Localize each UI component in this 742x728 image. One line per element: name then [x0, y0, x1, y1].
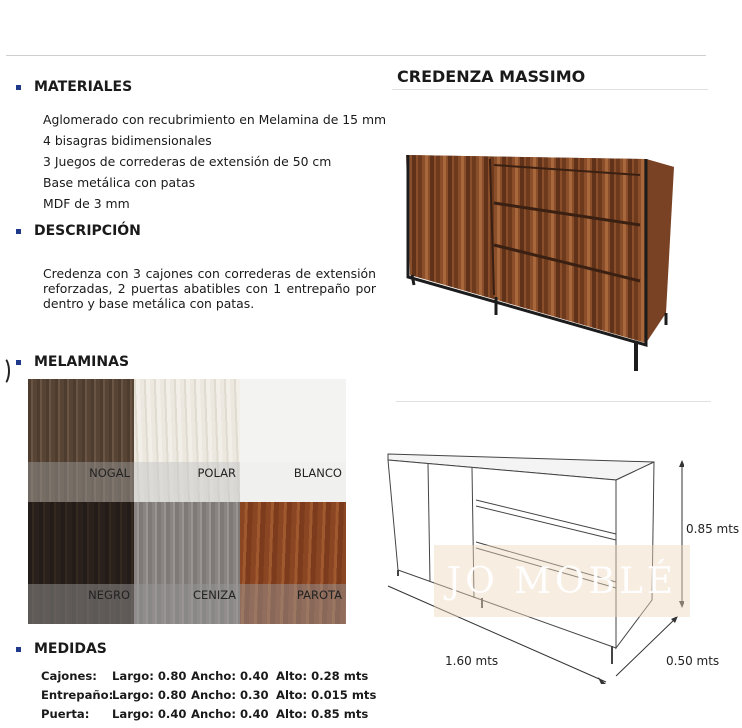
material-item: MDF de 3 mm: [43, 196, 130, 211]
leg: [412, 275, 414, 285]
section-title: DESCRIPCIÓN: [34, 223, 141, 239]
materials-list: [43, 109, 386, 214]
swatch-label: CENIZA: [134, 584, 240, 624]
arrow-head-icon: [679, 460, 684, 467]
table-row: [41, 704, 376, 723]
image-divider: [396, 401, 711, 402]
side-face: [646, 159, 674, 343]
swatch-ceniza: [134, 502, 240, 625]
front-face: [406, 155, 646, 343]
swatch-label: NEGRO: [28, 584, 134, 624]
table-row: [41, 666, 376, 685]
material-item: Base metálica con patas: [43, 175, 196, 190]
header-divider: [6, 55, 706, 56]
row-largo: Largo: 0.80: [112, 687, 187, 702]
section-title: MATERIALES: [34, 79, 133, 95]
bullet-icon: [16, 85, 21, 90]
swatch-parota: [240, 502, 346, 625]
material-item: 3 Juegos de correderas de extensión de 50 cm: [43, 154, 332, 169]
swatch-blanco: [240, 379, 346, 502]
length-dimension: 1.60 mts: [445, 654, 499, 668]
description-text: Credenza con 3 cajones con correderas de extensión reforzadas, 2 puertas abatibles con 1 entrepaño por dentro y base metálica con patas.: [43, 266, 376, 311]
height-dimension: 0.85 mts: [686, 522, 740, 536]
row-ancho: Ancho: 0.40: [191, 668, 269, 683]
section-title: MEDIDAS: [34, 641, 107, 657]
swatch-negro: [28, 502, 134, 625]
row-label: Entrepaño:: [41, 687, 114, 702]
material-item: 4 bisagras bidimensionales: [43, 133, 212, 148]
swatch-label: POLAR: [134, 462, 240, 502]
row-alto: Alto: 0.015 mts: [276, 687, 377, 702]
section-medidas: [16, 641, 107, 657]
title-divider: [392, 89, 708, 90]
depth-dimension: 0.50 mts: [666, 654, 720, 668]
row-largo: Largo: 0.80: [112, 668, 187, 683]
bullet-icon: [16, 647, 21, 652]
row-label: Cajones:: [41, 668, 97, 683]
row-largo: Largo: 0.40: [112, 706, 187, 721]
swatch-label: NOGAL: [28, 462, 134, 502]
swatch-nogal: [28, 379, 134, 502]
table-row: [41, 685, 376, 704]
bullet-icon: [16, 360, 21, 365]
arrow-head-icon: [598, 677, 606, 684]
product-title: CREDENZA MASSIMO: [397, 67, 586, 86]
swatch-label: BLANCO: [240, 462, 346, 502]
section-title: MELAMINAS: [34, 354, 130, 370]
row-alto: Alto: 0.28 mts: [276, 668, 369, 683]
swatch-polar: [134, 379, 240, 502]
product-photo: [400, 145, 680, 375]
row-ancho: Ancho: 0.40: [191, 706, 269, 721]
page-edge-mark: [0, 356, 10, 386]
material-item: Aglomerado con recubrimiento en Melamina de 15 mm: [43, 112, 387, 127]
measurements-table: [41, 666, 376, 723]
swatch-label: PAROTA: [240, 584, 346, 624]
row-alto: Alto: 0.85 mts: [276, 706, 369, 721]
row-label: Puerta:: [41, 706, 90, 721]
section-descripcion: [16, 223, 141, 239]
row-ancho: Ancho: 0.30: [191, 687, 269, 702]
watermark: JO MOBLÉ: [434, 545, 690, 617]
melamine-swatches: [28, 379, 346, 624]
section-materiales: [16, 79, 132, 95]
bullet-icon: [16, 229, 21, 234]
section-melaminas: [16, 354, 129, 370]
